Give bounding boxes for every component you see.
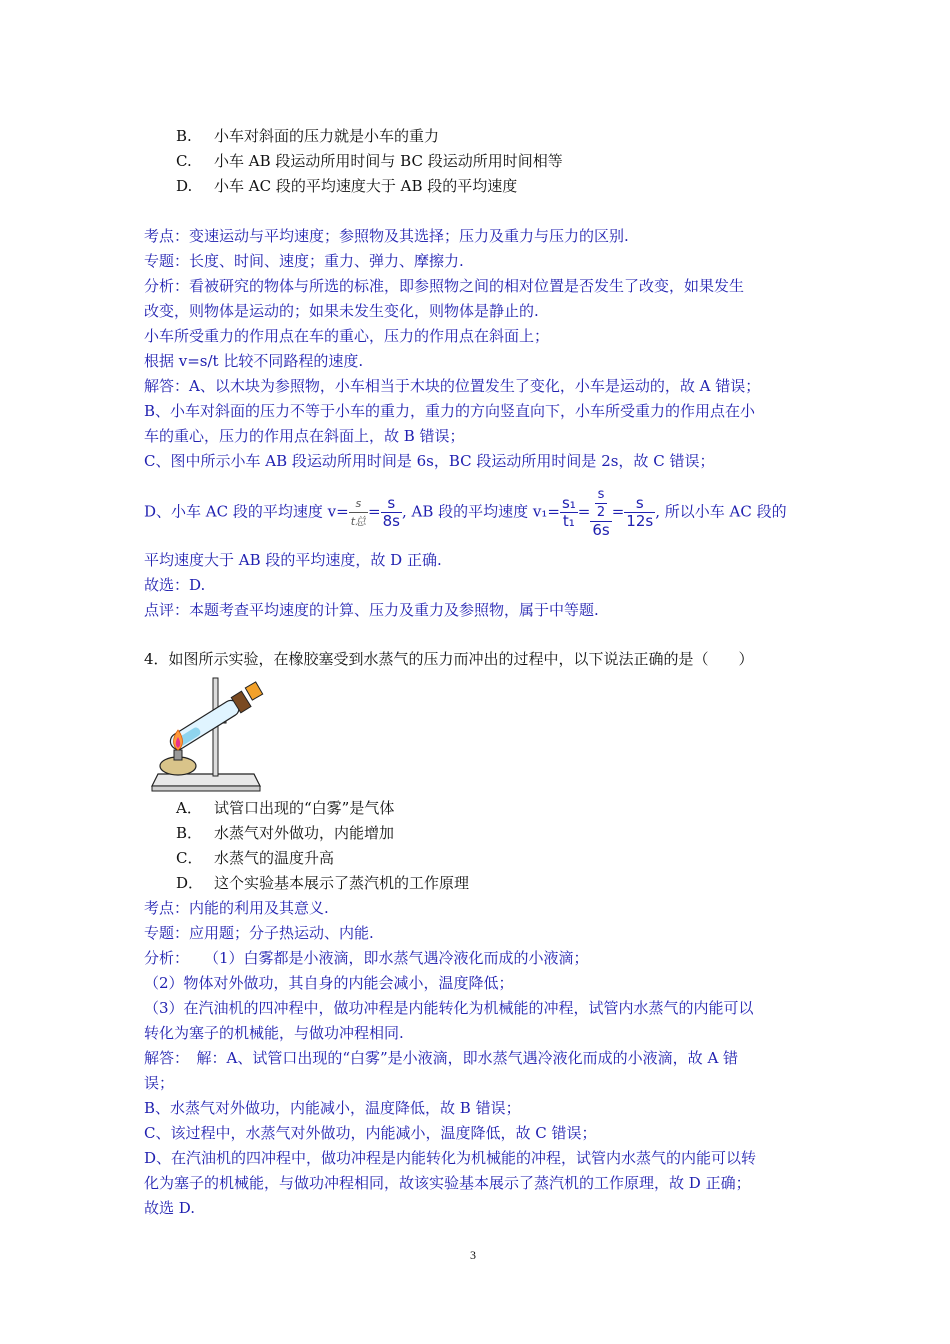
q4-option-b [176,823,394,843]
q3-jieda-line: 平均速度大于 AB 段的平均速度，故 D 正确. [144,551,442,569]
fraction-s-over-8s [381,495,402,530]
fraction-numerator: s₁ [561,494,576,512]
option-letter: A． [176,799,202,817]
q4-fenxi-line: （2）物体对外做功，其自身的内能会减小，温度降低； [144,974,514,992]
option-letter: B. [176,127,192,145]
q4-option-d [176,873,469,893]
q3-fenxi-line: 根据 v=s/t 比较不同路程的速度. [144,352,364,370]
option-text: 这个实验基本展示了蒸汽机的工作原理 [214,874,470,892]
q4-jieda-line: 误； [144,1074,175,1092]
inner-fraction-s-over-2 [595,486,607,521]
fraction-s-over-12s [624,495,655,530]
q3-answer: 故选：D. [144,576,206,594]
q3-option-d [176,176,517,196]
option-text: 试管口出现的“白雾”是气体 [214,799,395,817]
q4-fenxi-line: （3）在汽油机的四冲程中，做功冲程是内能转化为机械能的冲程，试管内水蒸气的内能可以 [144,999,754,1017]
option-letter: D. [176,177,193,195]
fraction-s1-over-t1 [560,495,578,530]
q4-fenxi-line: 转化为塞子的机械能，与做功冲程相同. [144,1024,404,1042]
option-letter: C. [176,152,192,170]
q4-jieda-line: 化为塞子的机械能，与做功冲程相同，故该实验基本展示了蒸汽机的工作原理，故 D 正确； [144,1174,751,1192]
q4-kaodian: 考点：内能的利用及其意义. [144,899,329,917]
fraction-denominator: t总 [350,515,367,528]
q3-formula-line [144,486,787,539]
fraction-denominator: 2 [596,505,606,520]
q3-jieda-line: B、小车对斜面的压力不等于小车的重力，重力的方向竖直向下，小车所受重力的作用点在小 [144,402,756,420]
fraction-numerator: s [349,495,368,513]
q4-jieda-line: C、该过程中，水蒸气对外做功，内能减小，温度降低，故 C 错误； [144,1124,597,1142]
q4-stem: 4．如图所示实验，在橡胶塞受到水蒸气的压力而冲出的过程中，以下说法正确的是（ ） [144,650,754,668]
q3-zhuanti: 专题：长度、时间、速度；重力、弹力、摩擦力. [144,252,464,270]
option-text: 小车 AB 段运动所用时间与 BC 段运动所用时间相等 [214,152,563,170]
option-text: 小车 AC 段的平均速度大于 AB 段的平均速度 [214,177,518,195]
steam-experiment-figure [144,674,268,796]
q3-fenxi-line: 小车所受重力的作用点在车的重心，压力的作用点在斜面上； [144,327,550,345]
page-number: 3 [470,1248,476,1262]
q4-jieda-line: D、在汽油机的四冲程中，做功冲程是内能转化为机械能的冲程，试管内水蒸气的内能可以转 [144,1149,757,1167]
q4-jieda-line: 解答： 解：A、试管口出现的“白雾”是小液滴，即水蒸气遇冷液化而成的小液滴，故 A 错 [144,1049,739,1067]
option-letter: B． [176,824,203,842]
option-text: 水蒸气的温度升高 [214,849,335,867]
q3-dianping: 点评：本题考查平均速度的计算、压力及重力及参照物，属于中等题. [144,601,599,619]
q4-zhuanti: 专题：应用题；分子热运动、内能. [144,924,374,942]
fraction-denominator: 6s [592,521,610,539]
q3-option-c [176,151,563,171]
fraction-denominator: 8s [382,512,400,530]
fraction-numerator: s [381,495,402,513]
fraction-numerator [590,486,611,522]
q3-jieda-line: C、图中所示小车 AB 段运动所用时间是 6s，BC 段运动所用时间是 2s，故 C 错误； [144,452,715,470]
formula-prefix: D、小车 AC 段的平均速度 v= [144,502,349,521]
q3-kaodian: 考点：变速运动与平均速度；参照物及其选择；压力及重力与压力的区别. [144,227,629,245]
q4-option-c [176,848,334,868]
q3-option-b [176,126,439,146]
q3-jieda-line: 解答：A、以木块为参照物，小车相当于木块的位置发生了变化，小车是运动的，故 A 错误； [144,377,761,395]
equals-sign: = [368,502,381,521]
option-letter: D． [176,874,204,892]
fraction-half-s-over-6s [590,486,611,539]
option-text: 水蒸气对外做功，内能增加 [214,824,395,842]
option-text: 小车对斜面的压力就是小车的重力 [214,127,440,145]
option-letter: C． [176,849,203,867]
q3-fenxi-line: 改变，则物体是运动的；如果未发生变化，则物体是静止的. [144,302,539,320]
q4-fenxi-line: 分析： （1）白雾都是小液滴，即水蒸气遇冷液化而成的小液滴； [144,949,589,967]
q3-fenxi-line: 分析：看被研究的物体与所选的标准，即参照物之间的相对位置是否发生了改变，如果发生 [144,277,745,295]
equals-sign: = [611,502,625,521]
fraction-denominator: t₁ [562,512,575,530]
formula-middle: , AB 段的平均速度 v₁= [401,502,560,521]
q4-option-a [176,798,394,818]
fraction-denominator: 12s [626,512,654,530]
fraction-numerator: s [595,486,607,504]
formula-suffix: , 所以小车 AC 段的 [655,502,787,521]
q4-jieda-line: B、水蒸气对外做功，内能减小，温度降低，故 B 错误； [144,1099,521,1117]
fraction-numerator: s [624,495,655,513]
fraction-s-over-t-total [349,495,368,530]
q4-answer: 故选 D. [144,1199,196,1217]
equals-sign: = [577,502,591,521]
q3-jieda-line: 车的重心，压力的作用点在斜面上，故 B 错误； [144,427,465,445]
